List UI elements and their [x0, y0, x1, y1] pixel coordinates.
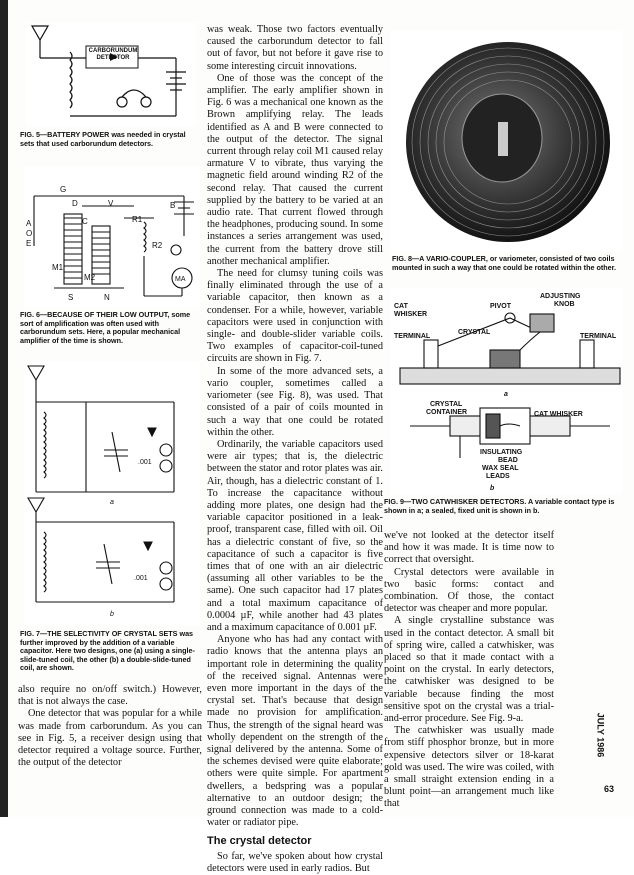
- fig6-label-g: G: [60, 185, 67, 194]
- figure-6-caption: FIG. 6—BECAUSE OF THEIR LOW OUTPUT, some sort of amplification was often used with carborundum sets. Here, a popular mechanical amplifier of the time is shown.: [20, 310, 191, 345]
- fig5-label-detector: DETECTOR: [96, 55, 130, 61]
- fig5-label-carborundum: CARBORUNDUM: [88, 48, 138, 54]
- fig9-label-a: a: [504, 391, 508, 398]
- fig9-label-wax-seal: WAX SEAL: [482, 465, 519, 472]
- fig9-label-container: CONTAINER: [426, 409, 468, 416]
- figure-5-diagram: [26, 22, 196, 126]
- fig6-label-v: V: [108, 199, 114, 208]
- figure-6-diagram: [24, 166, 200, 308]
- col3-paragraph: A single crystalline substance was used in the contact detector. A small bit of spring wire, called a catwhisker, was placed so that it made contact with a point on the crystal. In early detectors, the catwhisker was designed to be variable because finding the most sensitive spot on the crystal was a trial-and-error procedure. See Fig. 9-a.: [384, 615, 554, 725]
- catwhisker-detectors-svg: [390, 288, 622, 494]
- fig9-label-crystal-b: CRYSTAL: [430, 401, 463, 408]
- figure-7-caption: FIG. 7—THE SELECTIVITY OF CRYSTAL SETS was further improved by the addition of a variable capacitor. Here two designs, one (a) using a single-slide-tuned coil, the other (b) a double-slide-tuned coil, are shown.: [20, 629, 195, 673]
- carborundum-circuit-svg: [26, 22, 196, 126]
- fig9-label-whisker: WHISKER: [394, 311, 428, 318]
- capacitor-tuned-circuits-svg: [24, 362, 200, 626]
- fig9-label-terminal-left: TERMINAL: [394, 333, 431, 340]
- col2-paragraph: In some of the more advanced sets, a vario coupler, sometimes called a variometer (see Fig. 8), was used. That consisted of a pair of coils mounted in such a way that one could be rotated within the other.: [207, 365, 383, 438]
- col2-paragraph: was weak. Those two factors eventually caused the carborundum detector to fall out of favor, but not before it gave rise to some interesting circuit innovations.: [207, 24, 383, 72]
- fig6-label-b: B: [170, 201, 176, 210]
- column-3-text: [384, 530, 554, 811]
- fig9-label-leads: LEADS: [486, 473, 510, 480]
- fig9-label-bead: BEAD: [498, 457, 518, 464]
- fig6-label-s: S: [68, 293, 74, 302]
- fig7-label-cap-b: .001: [134, 575, 148, 582]
- vario-coupler-svg: [390, 30, 622, 252]
- figure-9-diagram: [390, 288, 622, 494]
- fig6-label-m1: M1: [52, 263, 64, 272]
- fig7-label-a: a: [110, 499, 114, 506]
- figure-8-caption: FIG. 8—A VARIO-COUPLER, or variometer, consisted of two coils mounted in such a way that one could be rotated within the other.: [392, 254, 617, 272]
- fig6-label-c: C: [82, 217, 88, 226]
- issue-date-sidebar: [595, 700, 628, 780]
- fig6-label-o: O: [26, 229, 33, 238]
- col3-paragraph: The catwhisker was usually made from stiff phosphor bronze, but in more expensive detectors silver or 18-karat gold was used. The wire was coiled, with a small straight extension ending in a blunt point—an arrangement much like that: [384, 725, 554, 810]
- fig9-label-insulating: INSULATING: [480, 449, 523, 456]
- fig7-label-b: b: [110, 611, 114, 618]
- fig9-label-crystal: CRYSTAL: [458, 329, 491, 336]
- fig9-label-cat-whisker: CAT WHISKER: [534, 411, 583, 418]
- issue-date: JULY 1986: [595, 712, 606, 758]
- mechanical-amplifier-svg: [24, 166, 200, 308]
- col2-paragraph: One of those was the concept of the amplifier. The early amplifier shown in Fig. 6 was a mechanical one known as the Brown amplifying relay. The leads identified as A and B were connected to the output of the detector. The signal current through relay coil M1 caused relay armature V to vibrate, thus varying the magnetic field around winding R2 of the second relay. That caused the current supplied by the battery to be varied at an audio rate. That current flowed through the headphones, producing sound. In some instances a series arrangement was used, the current from the battery drove still another mechanical amplifier.: [207, 72, 383, 267]
- page-edge: [0, 0, 8, 817]
- column-1-text: [18, 684, 202, 769]
- fig6-label-m2: M2: [84, 273, 96, 282]
- fig9-label-b: b: [490, 485, 495, 492]
- figure-9-caption: FIG. 9—TWO CATWHISKER DETECTORS. A variable contact type is shown in a; a sealed, fixed unit is shown in b.: [384, 497, 615, 515]
- fig6-label-r2: R2: [152, 241, 163, 250]
- fig6-label-d: D: [72, 199, 78, 208]
- col1-paragraph: One detector that was popular for a while was made from carborundum. As you can see in Fig. 5, a receiver design using that detector required a voltage source. Further, the output of the detector: [18, 708, 202, 769]
- fig9-label-cat: CAT: [394, 303, 408, 310]
- column-2-text: [207, 24, 383, 875]
- fig7-label-cap-a: .001: [138, 459, 152, 466]
- col3-paragraph: we've not looked at the detector itself and how it was made. It is time now to correct that oversight.: [384, 530, 554, 566]
- fig9-label-knob: KNOB: [554, 301, 575, 308]
- section-heading: The crystal detector: [207, 835, 312, 848]
- col2-paragraph: Ordinarily, the variable capacitors used were air types; that is, the dielectric between the stator and rotor plates was air. Air, though, has a dielectric constant of 1. To increase the capacitance without adding more plates, one design had the variable capacitor positioned in a leak-proof, transparent case, filled with oil. Oil has a dielectric constant of five, so the capacitance of such a capacitor is five times that of one with an air dielectric (assuming all other variables to be the same). One such capacitor had 17 plates and a total maximum capacitance of 0.0004 µF, while another had 43 plates and a maximum capacitance of 0.001 µF.: [207, 438, 383, 633]
- figure-8-photo: [390, 30, 622, 252]
- fig6-label-e: E: [26, 239, 32, 248]
- fig6-label-a: A: [26, 219, 32, 228]
- fig6-label-ma: MA: [175, 276, 186, 283]
- col2-paragraph: The need for clumsy tuning coils was finally eliminated through the use of a variable capacitor, then known as a condenser. For a while, however, variable capacitors were used in conjunction with single- and double-slider variable coils. Two examples of capacitor-coil-tuned circuits are shown in Fig. 7.: [207, 268, 383, 365]
- fig9-label-terminal-right: TERMINAL: [580, 333, 617, 340]
- col1-paragraph: also require no on/off switch.) However, that is not always the case.: [18, 684, 202, 708]
- fig6-label-n: N: [104, 293, 110, 302]
- fig6-label-r1: R1: [132, 215, 143, 224]
- col3-paragraph: Crystal detectors were available in two basic forms: contact and combination. Of those, the contact detector was cheaper and more popular.: [384, 566, 554, 615]
- fig9-label-adjusting: ADJUSTING: [540, 293, 581, 300]
- col2-paragraph: Anyone who has had any contact with radio knows that the antenna plays an important role in determining the quality of the received signal. Antennas were even more important in the days of the crystal set. That's because that design made no provision for amplification. Thus, the strength of the signal heard was wholly dependent on the strength of the signal delivered by the antenna. Some of the schemes devised were quite elaborate; others were quite simple. For apartment dwellers, a bedspring was a popular alternative to an outdoor design; the ground connection was made to a cold-water or radiator pipe.: [207, 634, 383, 829]
- figure-5-caption: FIG. 5—BATTERY POWER was needed in crystal sets that used carborundum detectors.: [20, 130, 186, 148]
- page-number: 63: [604, 784, 615, 794]
- figure-7-diagram: [24, 362, 200, 626]
- fig9-label-pivot: PIVOT: [490, 303, 512, 310]
- col2-paragraph: So far, we've spoken about how crystal detectors were used in early radios. But: [207, 850, 383, 874]
